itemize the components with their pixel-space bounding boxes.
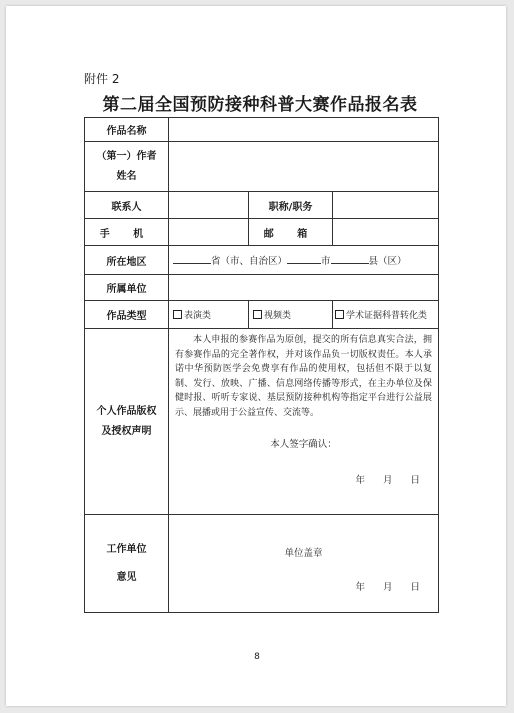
declaration-label [85,329,169,515]
work-name-field[interactable] [169,118,439,142]
city-text: 市 [321,256,331,267]
page-title: 第二届全国预防接种科普大赛作品报名表 [102,95,418,115]
work-name-label: 作品名称 [85,118,169,142]
row-region [85,246,439,275]
phone-field[interactable] [169,219,249,246]
employer-label-line1: 工作单位 [106,543,147,555]
date-year: 年 [355,582,365,593]
date-day: 日 [410,582,420,593]
row-author [85,142,439,192]
date-month: 月 [382,475,393,486]
author-label [85,142,169,192]
type-option-label: 学术证据科普转化类 [346,311,428,321]
county-text: 县（区） [368,256,407,267]
province-text: 省（市、自治区） [211,256,288,267]
date-day: 日 [410,475,420,486]
declaration-label-line2: 及授权声明 [101,425,152,437]
email-field[interactable] [333,219,439,246]
type-option-label: 视频类 [264,311,292,321]
declaration-label-line1: 个人作品版权 [96,405,157,417]
checkbox-icon[interactable] [253,310,262,319]
position-field[interactable] [333,192,439,219]
contact-field[interactable] [169,192,249,219]
employer-content [169,515,439,613]
employer-label [85,515,169,613]
row-employer [85,515,439,613]
position-label: 职称/职务 [249,192,333,219]
employer-date [173,579,434,593]
row-type [85,301,439,329]
author-label-line2: 姓名 [116,170,137,182]
employer-label-line2: 意见 [116,571,137,583]
org-field[interactable] [169,275,439,301]
checkbox-icon[interactable] [173,310,182,319]
registration-form-table [84,117,439,613]
row-declaration [85,329,439,515]
date-month: 月 [382,582,393,593]
county-blank[interactable] [331,263,369,264]
region-field[interactable] [169,246,439,275]
row-org [85,275,439,301]
type-option-video[interactable] [249,301,333,329]
org-label: 所属单位 [85,275,169,301]
email-label: 邮 箱 [249,219,333,246]
row-contact [85,192,439,219]
date-year: 年 [355,475,365,486]
author-field[interactable] [169,142,439,192]
city-blank[interactable] [287,263,321,264]
type-option-performance[interactable] [169,301,249,329]
type-label: 作品类型 [85,301,169,329]
unit-seal: 单位盖章 [284,548,323,559]
page-number: 8 [254,652,260,662]
type-option-label: 表演类 [184,311,212,321]
type-option-academic[interactable] [333,301,439,329]
author-label-line1: （第一）作者 [96,150,157,162]
phone-label: 手 机 [85,219,169,246]
row-work-name [85,118,439,142]
checkbox-icon[interactable] [335,310,344,319]
declaration-content [169,329,439,515]
attachment-label: 附件 2 [84,72,120,86]
region-label: 所在地区 [85,246,169,275]
contact-label: 联系人 [85,192,169,219]
signature-prompt: 本人签字确认： [270,439,337,450]
province-blank[interactable] [173,263,211,264]
row-phone-email [85,219,439,246]
declaration-paragraph: 本人申报的参赛作品为原创，提交的所有信息真实合法，拥有参赛作品的完全著作权，并对该作品负一切版权责任。本人承诺中华预防医学会免费享有作品的使用权，包括但不限于以复制、发行、放映、广播、信息网络传播等形式，在主办单位及保健时报、听听专家说、基层预防接种机构等指定平台进行公益展示、展播或用于公益宣传、交流等。 [175,335,432,418]
declaration-date [173,472,434,486]
